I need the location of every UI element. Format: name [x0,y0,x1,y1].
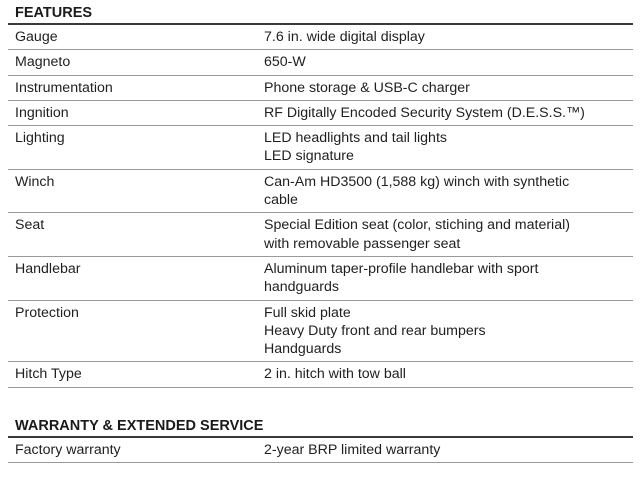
spec-value-line: handguards [264,279,339,296]
spec-value-line: Full skid plate [264,304,351,321]
spec-row-gauge [8,25,633,50]
spec-row-protection [8,300,633,362]
warranty-section [8,417,633,463]
spec-row-magneto [8,50,633,75]
spec-row-lighting [8,126,633,170]
spec-value-line: Heavy Duty front and rear bumpers [264,322,486,339]
spec-value-line: Can-Am HD3500 (1,588 kg) winch with synthetic [264,173,570,190]
spec-value-line: 650-W [264,54,306,71]
spec-value [264,75,633,100]
warranty-table [8,438,633,463]
spec-label: Protection [8,300,264,362]
spec-value-line: RF Digitally Encoded Security System (D.E.S.S.™) [264,104,585,121]
spec-value [264,256,633,300]
spec-value [264,126,633,170]
spec-value [264,213,633,257]
spec-row-winch [8,169,633,213]
spec-label: Handlebar [8,256,264,300]
spec-value-line: 2-year BRP limited warranty [264,442,441,458]
spec-row-factory-warranty [8,438,633,463]
spec-value [264,438,633,463]
spec-label: Magneto [8,50,264,75]
features-table [8,25,633,388]
spec-label: Factory warranty [8,438,264,463]
spec-label: Ingnition [8,100,264,125]
spec-value [264,169,633,213]
spec-value [264,100,633,125]
spec-label: Instrumentation [8,75,264,100]
spec-value-line: with removable passenger seat [264,235,461,252]
spec-row-seat [8,213,633,257]
spec-value-line: Phone storage & USB-C charger [264,79,470,96]
spec-label: Winch [8,169,264,213]
spec-value [264,362,633,387]
warranty-heading: WARRANTY & EXTENDED SERVICE [8,417,633,438]
spec-value [264,300,633,362]
spec-row-ignition [8,100,633,125]
spec-label: Gauge [8,25,264,50]
spec-value-line: LED headlights and tail lights [264,130,447,147]
spec-value-line: LED signature [264,148,354,165]
spec-label: Lighting [8,126,264,170]
spec-label: Hitch Type [8,362,264,387]
spec-value-line: 2 in. hitch with tow ball [264,366,406,383]
features-section [8,4,633,388]
spec-value [264,50,633,75]
spec-row-hitch-type [8,362,633,387]
features-heading: FEATURES [8,4,633,25]
spec-value-line: cable [264,192,298,209]
spec-value-line: Handguards [264,341,342,358]
spec-value-line: 7.6 in. wide digital display [264,29,425,45]
spec-value [264,25,633,50]
spec-value-line: Aluminum taper-profile handlebar with sport [264,260,539,277]
spec-row-handlebar [8,256,633,300]
spec-value-line: Special Edition seat (color, stiching and material) [264,217,570,234]
spec-row-instrumentation [8,75,633,100]
spec-label: Seat [8,213,264,257]
